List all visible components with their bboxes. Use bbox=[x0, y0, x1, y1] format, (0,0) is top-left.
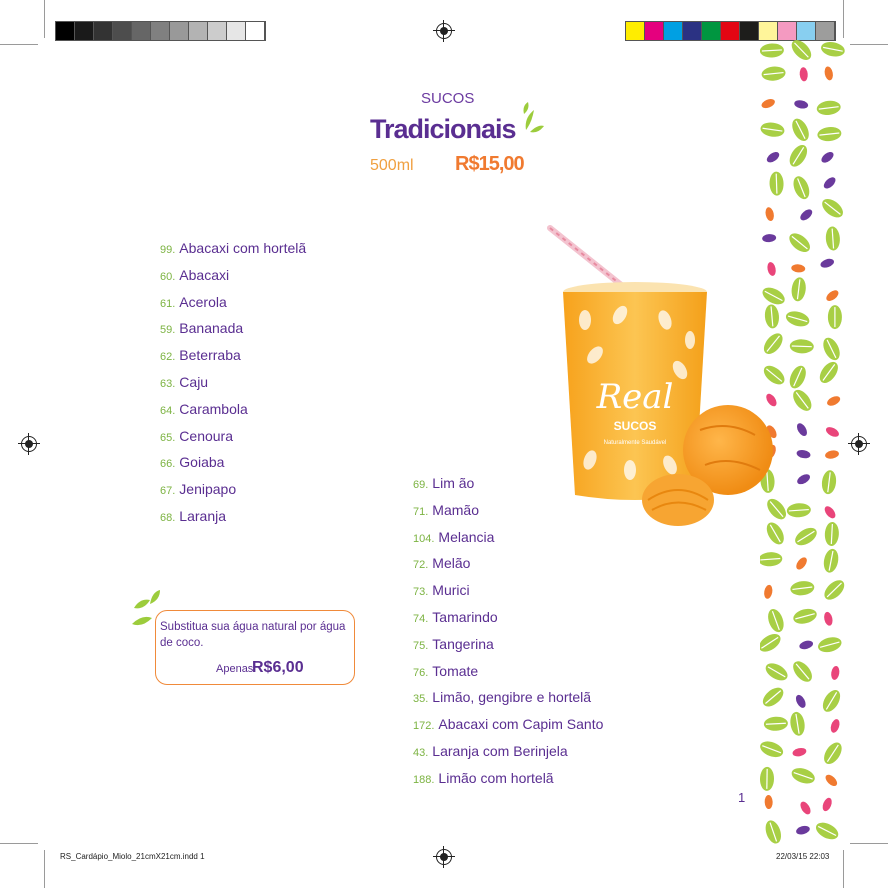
leaf-icon bbox=[790, 580, 816, 597]
color-swatch-bar bbox=[625, 21, 836, 41]
footer-filename: RS_Cardápio_Miolo_21cmX21cm.indd 1 bbox=[60, 852, 205, 861]
leaf-icon bbox=[790, 277, 807, 303]
drop-icon bbox=[795, 824, 811, 836]
drop-icon bbox=[798, 800, 812, 816]
menu-item bbox=[413, 609, 498, 625]
tangerine-segment-icon bbox=[638, 470, 718, 530]
crop-mark bbox=[0, 843, 38, 844]
item-number: 172. bbox=[413, 720, 435, 733]
leaf-icon bbox=[786, 502, 811, 518]
item-name: Acerola bbox=[179, 293, 227, 310]
item-number: 73. bbox=[413, 586, 429, 599]
menu-item bbox=[160, 347, 241, 363]
menu-item bbox=[413, 529, 494, 545]
leaf-icon bbox=[819, 687, 843, 715]
leaf-icon bbox=[789, 711, 807, 737]
leaf-icon bbox=[763, 660, 791, 684]
menu-item bbox=[413, 689, 591, 705]
leaf-icon bbox=[760, 767, 774, 791]
menu-item bbox=[413, 663, 478, 679]
leaf-sprig-icon bbox=[520, 100, 546, 136]
item-number: 68. bbox=[160, 512, 176, 524]
leaf-icon bbox=[790, 174, 812, 201]
cup-brand-sub: SUCOS bbox=[613, 419, 657, 433]
crop-mark bbox=[44, 850, 45, 888]
leaf-icon bbox=[824, 522, 839, 547]
leaf-icon bbox=[761, 65, 786, 81]
leaf-icon bbox=[820, 335, 843, 363]
item-number: 59. bbox=[160, 324, 176, 337]
color-swatch bbox=[170, 22, 189, 40]
item-name: Lim ão bbox=[432, 475, 475, 491]
drop-icon bbox=[799, 67, 808, 82]
item-name: Melão bbox=[432, 555, 471, 572]
item-name: Jenipapo bbox=[179, 481, 237, 498]
color-swatch bbox=[740, 22, 759, 40]
crop-mark bbox=[0, 44, 38, 45]
item-number: 67. bbox=[160, 485, 176, 498]
item-number: 43. bbox=[413, 747, 429, 759]
color-swatch bbox=[94, 22, 113, 40]
cup-tagline: Naturalmente Saudável bbox=[603, 440, 667, 446]
color-swatch bbox=[683, 22, 702, 40]
drop-icon bbox=[763, 584, 773, 599]
menu-item bbox=[413, 636, 494, 652]
color-swatch bbox=[702, 22, 721, 40]
item-name: Tangerina bbox=[432, 635, 494, 652]
item-name: Tomate bbox=[432, 662, 479, 679]
grayscale-swatch-bar bbox=[55, 21, 266, 41]
leaf-icon bbox=[825, 226, 841, 251]
item-number: 61. bbox=[160, 297, 176, 310]
drop-icon bbox=[794, 99, 809, 110]
drop-icon bbox=[794, 693, 808, 709]
color-swatch bbox=[721, 22, 740, 40]
item-name: Abacaxi bbox=[179, 266, 230, 283]
item-number: 62. bbox=[160, 351, 176, 364]
color-swatch bbox=[664, 22, 683, 40]
menu-item bbox=[160, 294, 227, 310]
leaf-icon bbox=[786, 230, 813, 256]
size-label: 500ml bbox=[370, 157, 414, 174]
item-number: 71. bbox=[413, 505, 429, 518]
leaf-icon bbox=[769, 171, 784, 195]
drop-icon bbox=[795, 422, 809, 438]
registration-mark-icon bbox=[436, 23, 452, 39]
footer-date: 22/03/15 22:03 bbox=[776, 852, 830, 861]
color-swatch bbox=[626, 22, 645, 40]
menu-item bbox=[160, 508, 226, 524]
drop-icon bbox=[824, 449, 839, 460]
color-swatch bbox=[816, 22, 835, 40]
item-number: 65. bbox=[160, 431, 176, 444]
leaf-icon bbox=[760, 121, 785, 138]
drop-icon bbox=[819, 257, 835, 269]
leaf-icon bbox=[789, 658, 815, 685]
leaf-icon bbox=[763, 818, 784, 845]
leaf-icon bbox=[760, 551, 783, 567]
drop-icon bbox=[796, 472, 812, 486]
leaf-icon bbox=[828, 305, 842, 329]
color-swatch bbox=[151, 22, 170, 40]
menu-item bbox=[413, 582, 470, 598]
menu-item bbox=[160, 401, 248, 417]
drop-icon bbox=[765, 150, 781, 165]
drop-icon bbox=[822, 175, 838, 190]
promo-box bbox=[155, 610, 355, 685]
item-number: 76. bbox=[413, 666, 429, 679]
leaf-icon bbox=[790, 339, 814, 354]
color-swatch bbox=[208, 22, 227, 40]
drop-icon bbox=[760, 97, 776, 110]
item-name: Caju bbox=[179, 374, 209, 390]
leaf-icon bbox=[786, 142, 811, 170]
menu-item bbox=[160, 428, 233, 444]
registration-mark-icon bbox=[21, 436, 37, 452]
item-name: Laranja com Berinjela bbox=[432, 743, 568, 759]
item-number: 66. bbox=[160, 458, 176, 471]
page-title: Tradicionais bbox=[370, 114, 516, 144]
leaf-icon bbox=[821, 469, 838, 495]
leaf-icon bbox=[820, 40, 846, 58]
color-swatch bbox=[56, 22, 75, 40]
color-swatch bbox=[797, 22, 816, 40]
leaf-icon bbox=[816, 359, 841, 387]
leaf-icon bbox=[784, 309, 811, 329]
item-number: 99. bbox=[160, 244, 176, 256]
item-name: Mamão bbox=[432, 501, 479, 518]
leaf-icon bbox=[763, 520, 787, 548]
leaf-icon bbox=[760, 630, 784, 655]
leaf-icon bbox=[790, 765, 817, 786]
leaf-icon bbox=[765, 607, 786, 634]
leaf-icon bbox=[789, 387, 815, 415]
leaf-icon bbox=[788, 40, 815, 64]
color-swatch bbox=[246, 22, 265, 40]
item-name: Tamarindo bbox=[432, 609, 498, 625]
promo-price: R$6,00 bbox=[252, 659, 304, 676]
category-label: SUCOS bbox=[421, 90, 475, 107]
color-swatch bbox=[113, 22, 132, 40]
price-label: R$15,00 bbox=[455, 153, 524, 175]
drop-icon bbox=[823, 66, 834, 81]
menu-item bbox=[413, 770, 554, 786]
leaf-icon bbox=[816, 99, 842, 116]
menu-item bbox=[160, 320, 243, 336]
color-swatch bbox=[778, 22, 797, 40]
item-name: Carambola bbox=[179, 400, 248, 417]
item-name: Limão, gengibre e hortelã bbox=[432, 689, 592, 706]
item-name: Abacaxi com hortelã bbox=[179, 240, 307, 256]
item-name: Limão com hortelã bbox=[438, 769, 554, 786]
leaf-icon bbox=[819, 195, 847, 221]
item-name: Murici bbox=[432, 582, 470, 599]
drop-icon bbox=[798, 207, 814, 222]
leaf-icon bbox=[821, 577, 848, 604]
promo-text: Substitua sua água natural por água de coco. bbox=[160, 621, 346, 649]
item-number: 75. bbox=[413, 639, 429, 652]
item-number: 63. bbox=[160, 378, 176, 390]
color-swatch bbox=[132, 22, 151, 40]
item-name: Abacaxi com Capim Santo bbox=[438, 716, 604, 733]
leaf-icon bbox=[822, 548, 840, 574]
item-name: Melancia bbox=[438, 528, 495, 545]
item-name: Beterraba bbox=[179, 347, 241, 364]
drop-icon bbox=[821, 796, 834, 812]
color-swatch bbox=[227, 22, 246, 40]
leaf-icon bbox=[760, 684, 787, 710]
item-number: 72. bbox=[413, 559, 429, 572]
item-name: Bananada bbox=[179, 320, 244, 337]
leaf-icon bbox=[816, 635, 843, 655]
item-number: 64. bbox=[160, 404, 176, 417]
registration-mark-icon bbox=[436, 849, 452, 865]
drop-icon bbox=[794, 555, 809, 571]
promo-prefix: Apenas bbox=[216, 663, 254, 675]
menu-item bbox=[160, 454, 224, 470]
menu-item bbox=[160, 481, 236, 497]
item-name: Cenoura bbox=[179, 427, 233, 444]
color-swatch bbox=[759, 22, 778, 40]
color-swatch bbox=[75, 22, 94, 40]
drop-icon bbox=[823, 611, 834, 626]
item-number: 188. bbox=[413, 773, 435, 786]
cup-brand: Real bbox=[596, 377, 674, 417]
leaf-icon bbox=[764, 716, 789, 731]
drop-icon bbox=[819, 150, 835, 165]
menu-item bbox=[413, 475, 474, 491]
drop-icon bbox=[830, 665, 840, 680]
crop-mark bbox=[44, 0, 45, 38]
leaf-icon bbox=[792, 606, 819, 626]
drop-icon bbox=[824, 773, 840, 788]
leaf-icon bbox=[760, 738, 785, 760]
menu-item bbox=[413, 555, 470, 571]
item-number: 104. bbox=[413, 532, 435, 545]
menu-item bbox=[413, 502, 479, 518]
crop-mark bbox=[843, 0, 844, 38]
menu-item bbox=[160, 240, 306, 256]
drop-icon bbox=[829, 718, 841, 734]
leaf-icon bbox=[817, 126, 842, 142]
color-swatch bbox=[645, 22, 664, 40]
drop-icon bbox=[823, 504, 838, 520]
item-number: 74. bbox=[413, 613, 429, 625]
leaf-icon bbox=[786, 363, 809, 391]
leaf-icon bbox=[789, 116, 812, 144]
leaf-icon bbox=[813, 819, 841, 842]
leaf-icon bbox=[792, 524, 820, 549]
leaf-icon bbox=[820, 739, 845, 767]
item-number: 35. bbox=[413, 693, 429, 706]
item-number: 60. bbox=[160, 270, 176, 283]
menu-item bbox=[160, 267, 229, 283]
item-name: Goiaba bbox=[179, 454, 225, 471]
leaf-icon bbox=[760, 43, 784, 58]
drop-icon bbox=[791, 264, 806, 273]
drop-icon bbox=[824, 288, 840, 303]
drop-icon bbox=[796, 449, 811, 460]
menu-item bbox=[413, 743, 568, 759]
drop-icon bbox=[826, 394, 842, 407]
menu-item bbox=[413, 716, 603, 732]
page-number: 1 bbox=[738, 790, 746, 805]
menu-item bbox=[160, 374, 208, 390]
item-name: Laranja bbox=[179, 508, 226, 524]
drop-icon bbox=[792, 747, 807, 758]
drop-icon bbox=[764, 795, 772, 809]
drop-icon bbox=[824, 425, 840, 439]
item-number: 69. bbox=[413, 479, 429, 491]
color-swatch bbox=[189, 22, 208, 40]
drop-icon bbox=[798, 639, 814, 651]
